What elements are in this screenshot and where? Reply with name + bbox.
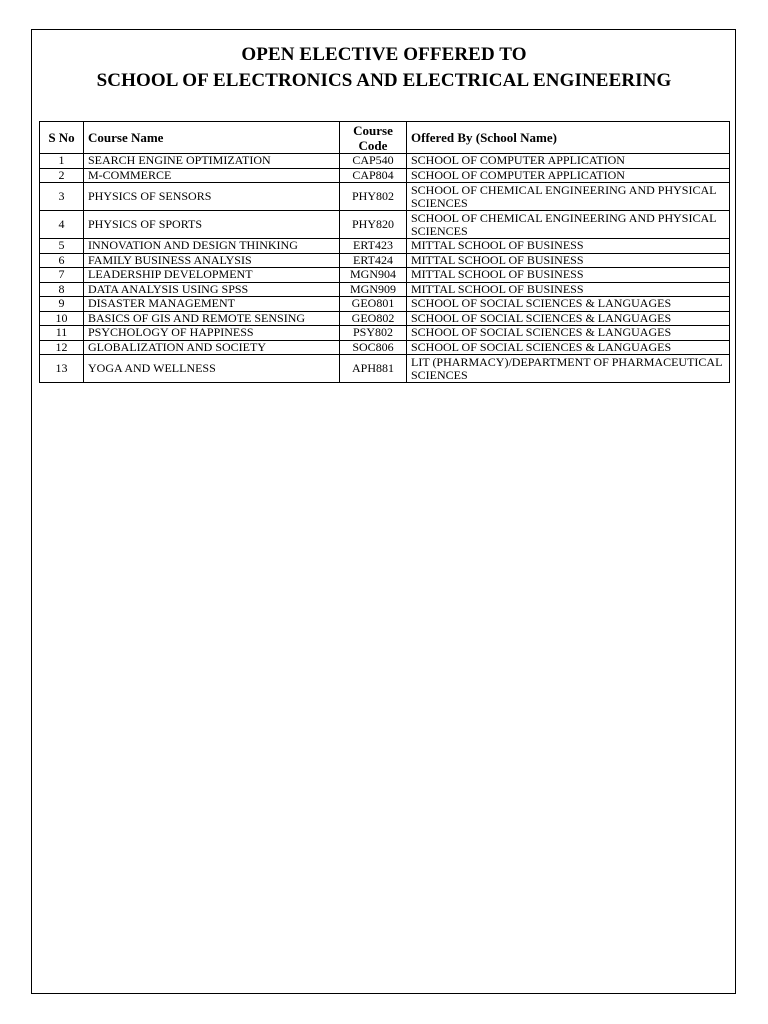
- table-row: [40, 239, 730, 254]
- cell-course-name: PHYSICS OF SENSORS: [84, 183, 340, 211]
- cell-course-code: GEO801: [340, 297, 407, 312]
- document-title-line-1: OPEN ELECTIVE OFFERED TO: [241, 44, 527, 65]
- cell-offered-by: SCHOOL OF SOCIAL SCIENCES & LANGUAGES: [407, 297, 730, 312]
- table-row: [40, 268, 730, 283]
- cell-sno: 2: [40, 168, 84, 183]
- table-row: [40, 154, 730, 169]
- cell-offered-by: SCHOOL OF CHEMICAL ENGINEERING AND PHYSICAL SCIENCES: [407, 183, 730, 211]
- cell-course-code: CAP804: [340, 168, 407, 183]
- cell-course-code: APH881: [340, 355, 407, 383]
- table-row: [40, 253, 730, 268]
- cell-offered-by: SCHOOL OF SOCIAL SCIENCES & LANGUAGES: [407, 340, 730, 355]
- cell-course-code: CAP540: [340, 154, 407, 169]
- cell-offered-by: MITTAL SCHOOL OF BUSINESS: [407, 268, 730, 283]
- cell-offered-by: SCHOOL OF SOCIAL SCIENCES & LANGUAGES: [407, 311, 730, 326]
- cell-course-name: FAMILY BUSINESS ANALYSIS: [84, 253, 340, 268]
- table-row: [40, 340, 730, 355]
- cell-course-name: SEARCH ENGINE OPTIMIZATION: [84, 154, 340, 169]
- cell-course-code: GEO802: [340, 311, 407, 326]
- table-row: [40, 168, 730, 183]
- table-row: [40, 183, 730, 211]
- cell-course-code: PHY820: [340, 211, 407, 239]
- cell-offered-by: SCHOOL OF SOCIAL SCIENCES & LANGUAGES: [407, 326, 730, 341]
- cell-course-name: INNOVATION AND DESIGN THINKING: [84, 239, 340, 254]
- cell-sno: 1: [40, 154, 84, 169]
- table-header-row: [40, 122, 730, 154]
- cell-sno: 3: [40, 183, 84, 211]
- cell-course-name: LEADERSHIP DEVELOPMENT: [84, 268, 340, 283]
- cell-course-code: MGN904: [340, 268, 407, 283]
- cell-offered-by: MITTAL SCHOOL OF BUSINESS: [407, 253, 730, 268]
- cell-course-name: GLOBALIZATION AND SOCIETY: [84, 340, 340, 355]
- cell-sno: 6: [40, 253, 84, 268]
- cell-offered-by: LIT (PHARMACY)/DEPARTMENT OF PHARMACEUTICAL SCIENCES: [407, 355, 730, 383]
- table-row: [40, 282, 730, 297]
- cell-sno: 5: [40, 239, 84, 254]
- cell-course-name: BASICS OF GIS AND REMOTE SENSING: [84, 311, 340, 326]
- cell-course-name: DATA ANALYSIS USING SPSS: [84, 282, 340, 297]
- cell-course-name: PHYSICS OF SPORTS: [84, 211, 340, 239]
- cell-offered-by: SCHOOL OF COMPUTER APPLICATION: [407, 168, 730, 183]
- cell-sno: 9: [40, 297, 84, 312]
- cell-sno: 12: [40, 340, 84, 355]
- cell-course-code: SOC806: [340, 340, 407, 355]
- cell-course-name: PSYCHOLOGY OF HAPPINESS: [84, 326, 340, 341]
- cell-course-code: PHY802: [340, 183, 407, 211]
- cell-course-name: M-COMMERCE: [84, 168, 340, 183]
- cell-sno: 8: [40, 282, 84, 297]
- table-row: [40, 211, 730, 239]
- cell-sno: 13: [40, 355, 84, 383]
- cell-course-name: YOGA AND WELLNESS: [84, 355, 340, 383]
- cell-sno: 11: [40, 326, 84, 341]
- table-row: [40, 326, 730, 341]
- header-sno: S No: [40, 122, 84, 154]
- cell-sno: 4: [40, 211, 84, 239]
- document-title-line-2: SCHOOL OF ELECTRONICS AND ELECTRICAL ENGINEERING: [96, 70, 672, 91]
- cell-offered-by: SCHOOL OF COMPUTER APPLICATION: [407, 154, 730, 169]
- cell-course-name: DISASTER MANAGEMENT: [84, 297, 340, 312]
- header-course-code: Course Code: [340, 122, 407, 154]
- cell-course-code: ERT423: [340, 239, 407, 254]
- cell-course-code: ERT424: [340, 253, 407, 268]
- table-row: [40, 297, 730, 312]
- cell-offered-by: MITTAL SCHOOL OF BUSINESS: [407, 239, 730, 254]
- cell-course-code: MGN909: [340, 282, 407, 297]
- cell-offered-by: SCHOOL OF CHEMICAL ENGINEERING AND PHYSICAL SCIENCES: [407, 211, 730, 239]
- cell-course-code: PSY802: [340, 326, 407, 341]
- table-row: [40, 311, 730, 326]
- open-elective-table: [39, 121, 730, 383]
- cell-offered-by: MITTAL SCHOOL OF BUSINESS: [407, 282, 730, 297]
- cell-sno: 10: [40, 311, 84, 326]
- table-row: [40, 355, 730, 383]
- header-course-name: Course Name: [84, 122, 340, 154]
- cell-sno: 7: [40, 268, 84, 283]
- header-offered-by: Offered By (School Name): [407, 122, 730, 154]
